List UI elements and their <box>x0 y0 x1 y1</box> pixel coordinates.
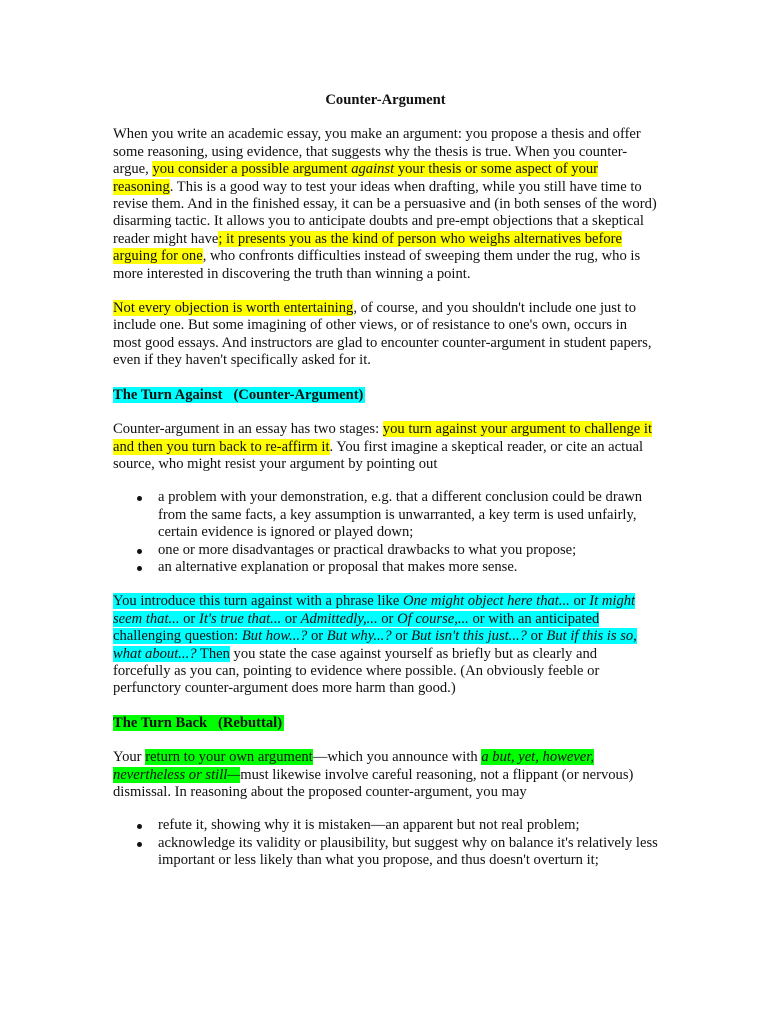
hl-italic: One might object here that... <box>402 593 570 610</box>
heading-turn-against <box>113 387 658 404</box>
rebuttal-paragraph <box>113 749 658 801</box>
list-item: one or more disadvantages or practical drawbacks to what you propose; <box>158 542 658 559</box>
rebuttal-text-2: —which you announce with <box>312 749 482 766</box>
hl-italic: Of course,... <box>397 610 469 627</box>
highlight-text-a: you consider a possible argument <box>152 161 352 178</box>
objection-text: , of course, and you shouldn't include one just to include one. But some imagining of other views, or of resistance to one's own, occurs in most good essays. And instructors are glad to encounter counter-argument in student papers, even if they haven't specifically asked for it. <box>113 300 652 369</box>
two-stages-text-1: Counter-argument in an essay has two stages: <box>113 421 383 438</box>
highlight-but-yet: a but, yet, however, nevertheless or still— <box>113 749 594 783</box>
hl-text: or <box>281 610 301 627</box>
highlight-return-argument: return to your own argument <box>145 749 313 766</box>
hl-italic: But if this is so, what about...? <box>113 628 637 662</box>
objection-list <box>113 489 658 576</box>
intro-text-1: When you write an academic essay, you make an argument: you propose a thesis and offer some reasoning, using evidence, that suggests why the thesis is true. When you counter-argue, <box>113 126 641 178</box>
hl-text: or <box>569 593 590 610</box>
two-stages-paragraph <box>113 421 658 473</box>
hl-italic: It's true that... <box>198 610 282 627</box>
heading-turn-against-text: The Turn Against (Counter-Argument) <box>113 386 364 403</box>
hl-italic: But isn't this just...? <box>411 628 527 645</box>
rebuttal-list <box>113 817 658 869</box>
two-stages-text-2: . You first imagine a skeptical reader, or cite an actual source, who might resist your argument by pointing out <box>113 438 644 472</box>
document-title: Counter-Argument <box>325 92 446 108</box>
hl-text: You introduce this turn against with a phrase like <box>113 593 403 610</box>
hl-text: Then <box>196 645 230 662</box>
introduce-turn-text: you state the case against yourself as briefly but as clearly and forcefully as you can, pointing to evidence where possible. (An obviously feeble or perfunctory counter-argument does more harm than good.) <box>113 645 600 697</box>
objection-paragraph <box>113 300 658 370</box>
hl-italic: Admittedly,... <box>300 610 378 627</box>
hl-text: or <box>307 628 327 645</box>
document-page <box>113 92 658 887</box>
hl-text: or <box>179 610 199 627</box>
list-item: a problem with your demonstration, e.g. that a different conclusion could be drawn from the same facts, a key assumption is unwarranted, a key term is used unfairly, certain evidence is ignored or played down; <box>158 489 658 541</box>
heading-turn-back-text: The Turn Back (Rebuttal) <box>113 714 283 731</box>
intro-paragraph <box>113 126 658 283</box>
list-item: an alternative explanation or proposal that makes more sense. <box>158 559 658 576</box>
rebuttal-text-3: must likewise involve careful reasoning, not a flippant (or nervous) dismissal. In reasoning about the proposed counter-argument, you may <box>113 766 634 800</box>
highlight-not-every-objection: Not every objection is worth entertaining <box>113 300 354 317</box>
list-item: acknowledge its validity or plausibility, but suggest why on balance it's relatively less important or less likely than what you propose, and thus doesn't overturn it; <box>158 834 658 869</box>
hl-italic: But how...? <box>241 628 308 645</box>
hl-text: or with an anticipated challenging question: <box>113 610 600 645</box>
hl-text: or <box>377 610 398 627</box>
intro-text-3: , who confronts difficulties instead of sweeping them under the rug, who is more interested in discovering the truth than winning a point. <box>113 248 641 282</box>
intro-text-2: . This is a good way to test your ideas when drafting, while you still have time to revise them. And in the finished essay, it can be a persuasive and (in both senses of the word) disarming tactic. It allows you to anticipate doubts and pre-empt objections that a skeptical reader might have <box>113 178 657 247</box>
hl-italic: But why...? <box>326 628 392 645</box>
rebuttal-text-1: Your <box>113 749 146 766</box>
highlight-text-against: against <box>351 161 395 178</box>
hl-text: or <box>526 628 547 645</box>
highlight-text-c: your thesis or some aspect of your reasoning <box>113 161 599 195</box>
introduce-turn-paragraph <box>113 593 658 697</box>
list-item: refute it, showing why it is mistaken—an apparent but not real problem; <box>158 817 658 834</box>
hl-text: or <box>391 628 412 645</box>
highlight-turn-against: you turn against your argument to challenge it and then you turn back to re-affirm it <box>113 421 653 455</box>
heading-turn-back <box>113 715 658 732</box>
hl-italic: It might seem that... <box>113 593 636 627</box>
highlight-weighs-alternatives: ; it presents you as the kind of person who weighs alternatives before arguing for one <box>113 230 623 265</box>
